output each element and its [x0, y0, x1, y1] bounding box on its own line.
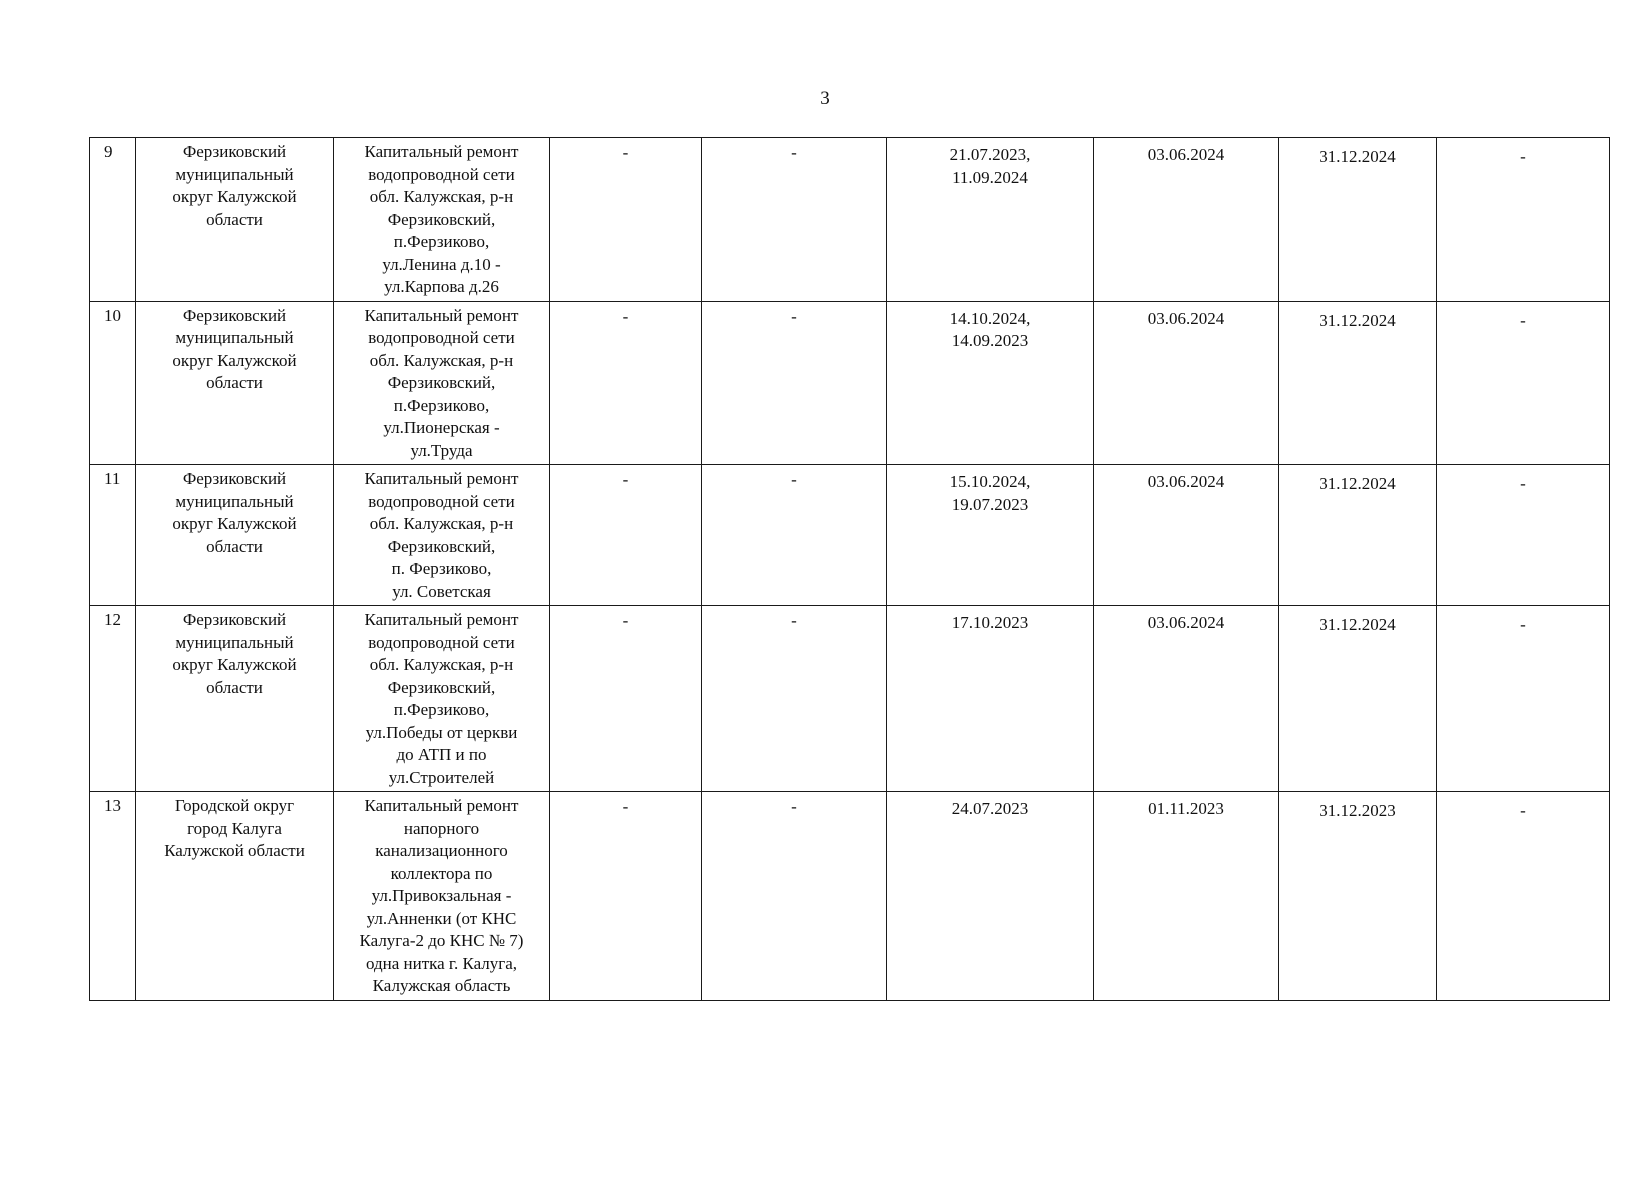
municipality-cell-line: Городской округ — [174, 796, 295, 815]
municipality-cell-line: муниципальный — [175, 164, 294, 184]
municipality-cell-line: области — [206, 373, 263, 392]
object-cell-line: водопроводной сети — [368, 632, 515, 652]
object-cell-line: ул.Строителей — [388, 767, 495, 787]
object-cell — [334, 301, 550, 465]
row-number-cell: 10 — [90, 301, 136, 465]
dates-cell-line: 24.07.2023 — [951, 799, 1029, 818]
object-cell-line: водопроводной сети — [368, 328, 515, 347]
end-date-cell: 31.12.2024 — [1279, 301, 1437, 465]
start-date-cell: 01.11.2023 — [1094, 792, 1279, 1001]
municipality-cell-line: области — [206, 209, 263, 229]
object-cell-line: ул.Карпова д.26 — [384, 277, 499, 296]
municipality-cell-line: округ Калужской — [172, 350, 297, 370]
object-cell — [334, 138, 550, 302]
object-cell-line: ул.Пионерская - — [383, 418, 500, 437]
municipality-cell-line: Ферзиковский — [182, 610, 287, 629]
dates-cell-line: 19.07.2023 — [951, 494, 1029, 514]
start-date-cell: 03.06.2024 — [1094, 301, 1279, 465]
dash-cell-a: - — [550, 792, 702, 1001]
object-cell-line: Капитальный ремонт — [364, 142, 519, 161]
object-cell-line: Ферзиковский, — [387, 677, 496, 697]
dates-cell-line: 15.10.2024, — [949, 472, 1031, 491]
object-cell-line: п.Ферзиково, — [393, 232, 490, 251]
municipality-cell — [136, 792, 334, 1001]
object-cell — [334, 465, 550, 606]
dates-cell-line: 14.09.2023 — [951, 331, 1029, 350]
last-dash-cell: - — [1437, 465, 1610, 606]
object-cell-line: п.Ферзиково, — [393, 395, 490, 415]
municipality-cell-line: Калужской области — [164, 841, 305, 860]
object-cell-line: коллектора по — [390, 863, 493, 883]
dash-cell-b: - — [702, 138, 887, 302]
dash-cell-b: - — [702, 792, 887, 1001]
municipality-cell-line: муниципальный — [175, 491, 294, 511]
dash-cell-b: - — [702, 301, 887, 465]
data-table — [89, 137, 1610, 1001]
object-cell-line: Калуга-2 до КНС № 7) — [359, 931, 524, 950]
dates-cell-line: 21.07.2023, — [949, 145, 1031, 164]
dash-cell-a: - — [550, 301, 702, 465]
object-cell-line: обл. Калужская, р-н — [369, 350, 514, 370]
dash-cell-a: - — [550, 606, 702, 792]
municipality-cell — [136, 301, 334, 465]
dates-cell — [887, 606, 1094, 792]
table-row — [90, 301, 1610, 465]
municipality-cell-line: округ Калужской — [172, 514, 297, 533]
municipality-cell-line: округ Калужской — [172, 187, 297, 206]
municipality-cell-line: области — [206, 536, 263, 556]
table-body — [90, 138, 1610, 1001]
end-date-cell: 31.12.2024 — [1279, 138, 1437, 302]
dates-cell — [887, 301, 1094, 465]
start-date-cell: 03.06.2024 — [1094, 138, 1279, 302]
municipality-cell-line: округ Калужской — [172, 655, 297, 674]
object-cell-line: Капитальный ремонт — [364, 469, 519, 488]
dates-cell-line: 14.10.2024, — [949, 308, 1031, 328]
end-date-cell: 31.12.2023 — [1279, 792, 1437, 1001]
object-cell-line: напорного — [403, 818, 480, 838]
start-date-cell: 03.06.2024 — [1094, 606, 1279, 792]
dash-cell-b: - — [702, 465, 887, 606]
table-row — [90, 606, 1610, 792]
last-dash-cell: - — [1437, 138, 1610, 302]
municipality-cell-line: области — [206, 677, 263, 697]
object-cell-line: обл. Калужская, р-н — [369, 514, 514, 533]
table-row — [90, 465, 1610, 606]
municipality-cell-line: Ферзиковский — [182, 469, 287, 488]
object-cell-line: ул.Победы от церкви — [365, 722, 518, 742]
object-cell-line: Капитальный ремонт — [364, 305, 519, 325]
last-dash-cell: - — [1437, 606, 1610, 792]
municipality-cell-line: Ферзиковский — [182, 142, 287, 161]
row-number-cell: 13 — [90, 792, 136, 1001]
object-cell-line: Ферзиковский, — [387, 209, 496, 229]
object-cell-line: ул.Анненки (от КНС — [366, 908, 517, 928]
last-dash-cell: - — [1437, 301, 1610, 465]
object-cell-line: канализационного — [375, 841, 508, 860]
object-cell-line: одна нитка г. Калуга, — [365, 953, 518, 973]
row-number-cell: 12 — [90, 606, 136, 792]
municipality-cell-line: Ферзиковский — [182, 305, 287, 325]
dash-cell-a: - — [550, 465, 702, 606]
object-cell-line: Ферзиковский, — [387, 536, 496, 556]
object-cell-line: ул.Привокзальная - — [371, 886, 512, 905]
object-cell-line: Калужская область — [372, 976, 511, 995]
object-cell-line: обл. Калужская, р-н — [369, 655, 514, 674]
start-date-cell: 03.06.2024 — [1094, 465, 1279, 606]
object-cell-line: ул.Ленина д.10 - — [382, 254, 501, 274]
dates-cell — [887, 792, 1094, 1001]
object-cell-line: водопроводной сети — [368, 491, 515, 511]
dash-cell-b: - — [702, 606, 887, 792]
page-number: 3 — [820, 88, 830, 109]
last-dash-cell: - — [1437, 792, 1610, 1001]
dates-cell — [887, 138, 1094, 302]
row-number-cell: 11 — [90, 465, 136, 606]
end-date-cell: 31.12.2024 — [1279, 606, 1437, 792]
object-cell-line: Капитальный ремонт — [364, 796, 519, 815]
municipality-cell — [136, 465, 334, 606]
object-cell-line: п.Ферзиково, — [393, 700, 490, 719]
municipality-cell — [136, 138, 334, 302]
table-row — [90, 792, 1610, 1001]
object-cell-line: водопроводной сети — [368, 164, 515, 184]
dates-cell-line: 17.10.2023 — [951, 613, 1029, 632]
object-cell-line: Капитальный ремонт — [364, 610, 519, 629]
object-cell-line: Ферзиковский, — [387, 373, 496, 392]
object-cell-line: п. Ферзиково, — [391, 559, 492, 578]
object-cell — [334, 606, 550, 792]
table-row — [90, 138, 1610, 302]
object-cell — [334, 792, 550, 1001]
end-date-cell: 31.12.2024 — [1279, 465, 1437, 606]
dash-cell-a: - — [550, 138, 702, 302]
dates-cell-line: 11.09.2024 — [952, 167, 1028, 187]
municipality-cell-line: город Калуга — [187, 818, 282, 838]
object-cell-line: ул. Советская — [392, 581, 491, 601]
municipality-cell — [136, 606, 334, 792]
object-cell-line: до АТП и по — [396, 745, 487, 764]
dates-cell — [887, 465, 1094, 606]
municipality-cell-line: муниципальный — [175, 328, 294, 347]
municipality-cell-line: муниципальный — [175, 632, 294, 652]
object-cell-line: обл. Калужская, р-н — [369, 187, 514, 206]
row-number-cell: 9 — [90, 138, 136, 302]
object-cell-line: ул.Труда — [410, 440, 473, 460]
